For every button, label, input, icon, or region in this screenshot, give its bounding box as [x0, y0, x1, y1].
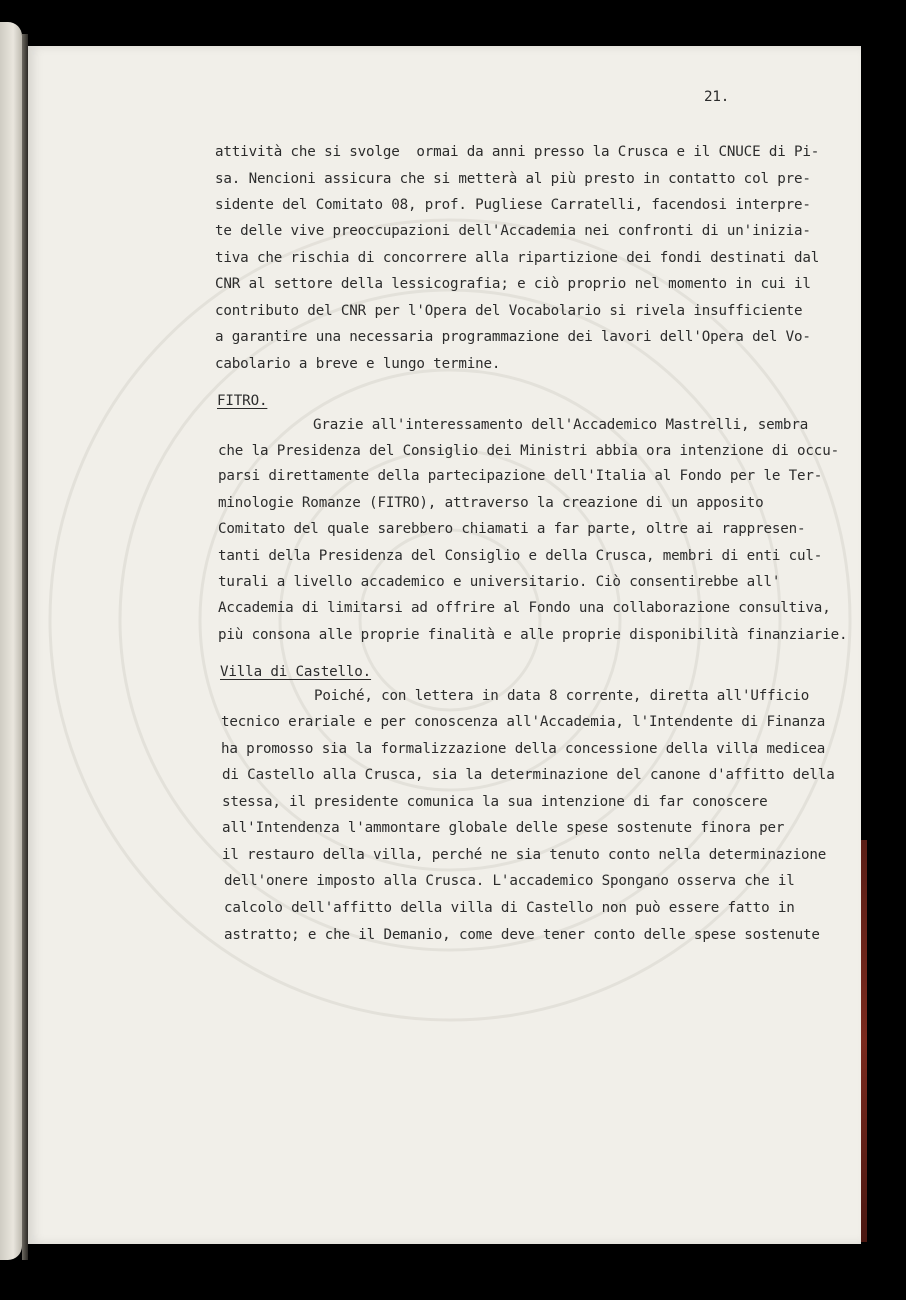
adjacent-page-edge [0, 22, 22, 1260]
text-line: tiva che rischia di concorrere alla ripartizione dei fondi destinati dal [215, 250, 820, 266]
text-line: contributo del CNR per l'Opera del Vocabolario si rivela insufficiente [215, 303, 803, 319]
text-line: Grazie all'interessamento dell'Accademico Mastrelli, sembra [313, 417, 809, 433]
text-line: turali a livello accademico e universitario. Ciò consentirebbe all' [218, 574, 781, 590]
text-line: Accademia di limitarsi ad offrire al Fondo una collaborazione consultiva, [218, 600, 831, 616]
text-line: sa. Nencioni assicura che si metterà al più presto in contatto col pre- [215, 171, 811, 187]
text-line: Poiché, con lettera in data 8 corrente, diretta all'Ufficio [314, 688, 810, 704]
text-line: te delle vive preoccupazioni dell'Accademia nei confronti di un'inizia- [215, 223, 811, 239]
text-line: di Castello alla Crusca, sia la determinazione del canone d'affitto della [222, 767, 835, 783]
text-line: dell'onere imposto alla Crusca. L'accademico Spongano osserva che il [224, 873, 795, 889]
text-line: a garantire una necessaria programmazione dei lavori dell'Opera del Vo- [215, 329, 811, 345]
text-line: calcolo dell'affitto della villa di Castello non può essere fatto in [224, 900, 795, 916]
text-line: minologie Romanze (FITRO), attraverso la creazione di un apposito [218, 495, 764, 511]
text-line: cabolario a breve e lungo termine. [215, 356, 501, 372]
text-line: il restauro della villa, perché ne sia tenuto conto nella determinazione [222, 847, 827, 863]
section-heading-fitro: FITRO. [217, 393, 268, 409]
text-line: che la Presidenza del Consiglio dei Ministri abbia ora intenzione di occu- [218, 443, 839, 459]
text-line: astratto; e che il Demanio, come deve tener conto delle spese sostenute [224, 927, 820, 943]
text-line: tecnico erariale e per conoscenza all'Accademia, l'Intendente di Finanza [221, 714, 826, 730]
page-number: 21. [704, 89, 730, 105]
text-line: tanti della Presidenza del Consiglio e della Crusca, membri di enti cul- [218, 548, 823, 564]
text-line: CNR al settore della lessicografia; e ciò proprio nel momento in cui il [215, 276, 811, 292]
section-heading-villa-di-castello: Villa di Castello. [220, 664, 372, 680]
book-cover-edge [861, 840, 867, 1242]
text-line: ha promosso sia la formalizzazione della concessione della villa medicea [221, 741, 826, 757]
text-line: attività che si svolge ormai da anni presso la Crusca e il CNUCE di Pi- [215, 144, 820, 160]
text-line: all'Intendenza l'ammontare globale delle spese sostenute finora per [222, 820, 785, 836]
text-line: parsi direttamente della partecipazione dell'Italia al Fondo per le Ter- [218, 468, 823, 484]
text-line: Comitato del quale sarebbero chiamati a far parte, oltre ai rappresen- [218, 521, 806, 537]
text-line: sidente del Comitato 08, prof. Pugliese Carratelli, facendosi interpre- [215, 197, 811, 213]
text-line: più consona alle proprie finalità e alle proprie disponibilità finanziarie. [218, 627, 848, 643]
text-line: stessa, il presidente comunica la sua intenzione di far conoscere [222, 794, 768, 810]
